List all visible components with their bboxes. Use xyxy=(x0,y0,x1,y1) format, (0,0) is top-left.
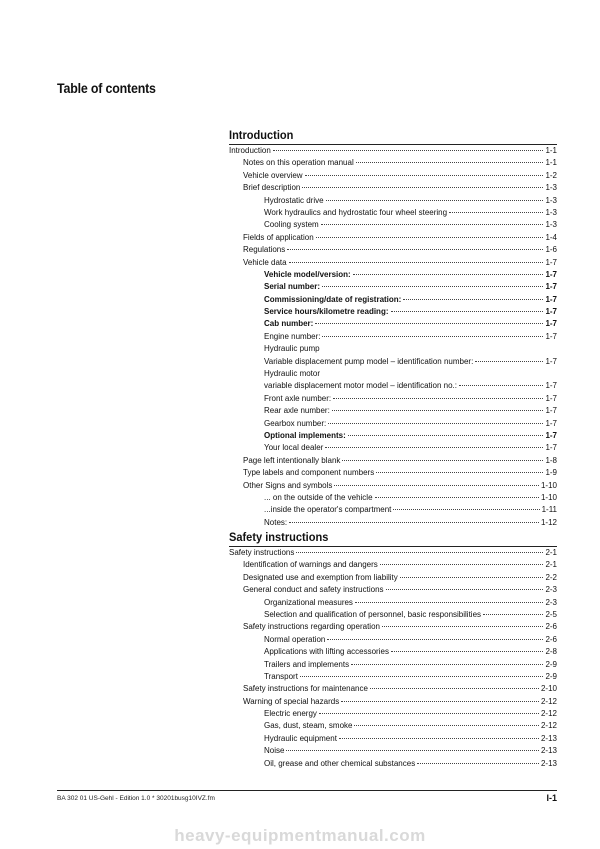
toc-entry-page: 1-1 xyxy=(545,158,557,168)
toc-entry-label: Cab number: xyxy=(264,319,314,329)
toc-dot-leader xyxy=(328,423,543,424)
toc-entry-page: 1-11 xyxy=(541,505,557,515)
toc-entry-page: 2-9 xyxy=(545,671,557,681)
toc-dot-leader xyxy=(403,299,543,300)
toc-dot-leader xyxy=(289,262,544,263)
toc-entry-label: Gearbox number: xyxy=(264,418,327,428)
toc-dot-leader xyxy=(351,664,543,665)
toc-dot-leader xyxy=(348,435,544,436)
toc-dot-leader xyxy=(305,175,544,176)
toc-entry[interactable] xyxy=(229,634,557,646)
toc-entry[interactable] xyxy=(229,646,557,658)
toc-entry[interactable] xyxy=(229,745,557,757)
toc-entry-page: 1-7 xyxy=(545,331,557,341)
toc-entry-page: 2-3 xyxy=(545,597,557,607)
toc-entry-label: Selection and qualification of personnel, basic responsibilities xyxy=(264,609,482,619)
toc-dot-leader xyxy=(376,472,543,473)
toc-dot-leader xyxy=(332,410,544,411)
watermark: heavy-equipmentmanual.com xyxy=(174,826,426,845)
toc-dot-leader xyxy=(322,286,543,287)
toc-entry[interactable] xyxy=(229,170,557,182)
toc-entry-label: Your local dealer xyxy=(264,443,324,453)
toc-entry-label: Normal operation xyxy=(264,634,326,644)
toc-entry[interactable] xyxy=(229,294,557,306)
toc-entry[interactable] xyxy=(229,182,557,194)
toc-entry-page: 1-10 xyxy=(540,492,557,502)
toc-dot-leader xyxy=(417,763,539,764)
toc-entry-page: 2-12 xyxy=(540,696,557,706)
toc-entry[interactable] xyxy=(229,430,557,442)
toc-entry[interactable] xyxy=(229,492,557,504)
toc-entry[interactable] xyxy=(229,455,557,467)
toc-dot-leader xyxy=(400,577,544,578)
toc-entry-label: Introduction xyxy=(229,146,271,155)
toc-entry[interactable] xyxy=(229,145,557,157)
toc-entry[interactable] xyxy=(229,343,557,355)
toc-entry-page: 1-10 xyxy=(540,480,557,490)
toc-entry[interactable] xyxy=(229,584,557,596)
toc-entry[interactable] xyxy=(229,467,557,479)
toc-entry-label: Hydraulic equipment xyxy=(264,733,337,743)
toc-dot-leader xyxy=(289,522,539,523)
toc-entry-page: 2-6 xyxy=(545,622,557,632)
toc-dot-leader xyxy=(393,509,539,510)
toc-entry-label: Type labels and component numbers xyxy=(243,468,375,478)
toc-dot-leader xyxy=(341,701,539,702)
section-heading-introduction: Introduction xyxy=(229,128,294,142)
toc-entry-label: Notes on this operation manual xyxy=(243,158,354,168)
toc-entry-label: Organizational measures xyxy=(264,597,353,607)
toc-entry-label: Warning of special hazards xyxy=(243,696,340,706)
toc-entry-page: 1-7 xyxy=(545,282,557,292)
toc-entry[interactable] xyxy=(229,758,557,770)
toc-dot-leader xyxy=(459,385,543,386)
toc-entry[interactable] xyxy=(229,244,557,256)
toc-dot-leader xyxy=(380,564,544,565)
toc-dot-leader xyxy=(316,237,544,238)
toc-dot-leader xyxy=(382,626,543,627)
toc-entry-page: 1-7 xyxy=(545,356,557,366)
toc-entry[interactable] xyxy=(229,356,557,368)
toc-entry-label: General conduct and safety instructions xyxy=(243,585,384,595)
toc-dot-leader xyxy=(353,274,544,275)
toc-dot-leader xyxy=(342,460,543,461)
toc-entry-page: 1-2 xyxy=(545,170,557,180)
toc-entry-label: Rear axle number: xyxy=(264,406,330,416)
toc-dot-leader xyxy=(321,224,544,225)
toc-entry-page: 1-7 xyxy=(545,393,557,403)
toc-entry[interactable] xyxy=(229,696,557,708)
toc-entry[interactable] xyxy=(229,720,557,732)
toc-entry-label: Service hours/kilometre reading: xyxy=(264,307,389,317)
toc-dot-leader xyxy=(302,187,543,188)
toc-dot-leader xyxy=(325,447,543,448)
section-heading-safety-instructions: Safety instructions xyxy=(229,530,329,544)
toc-entry-page: 2-13 xyxy=(540,733,557,743)
toc-entry[interactable] xyxy=(229,683,557,695)
toc-entry-page: 2-1 xyxy=(545,560,557,570)
toc-entry-label: Hydrostatic drive xyxy=(264,195,324,205)
toc-entry-page: 1-7 xyxy=(545,319,557,329)
toc-entry-label: ...inside the operator's compartment xyxy=(264,505,392,515)
toc-entry-page: 1-7 xyxy=(545,406,557,416)
toc-dot-leader xyxy=(483,614,543,615)
toc-entry[interactable] xyxy=(229,232,557,244)
toc-entry-page: 2-2 xyxy=(545,572,557,582)
toc-entry-page: 1-12 xyxy=(540,517,557,527)
toc-entry-page: 1-7 xyxy=(545,418,557,428)
toc-entry-page: 2-12 xyxy=(540,709,557,719)
toc-entry-label: Safety instructions xyxy=(229,548,295,557)
toc-entry[interactable] xyxy=(229,708,557,720)
toc-entry-page: 2-1 xyxy=(545,548,557,557)
toc-entry-label: Variable displacement pump model – identification number: xyxy=(264,356,474,366)
toc-dot-leader xyxy=(391,651,543,652)
toc-entry-label: Gas, dust, steam, smoke xyxy=(264,721,353,731)
toc-entry-page: 1-7 xyxy=(545,307,557,317)
toc-entry-label: Safety instructions for maintenance xyxy=(243,684,368,694)
toc-entry-page: 2-13 xyxy=(540,758,557,768)
toc-entry[interactable] xyxy=(229,659,557,671)
toc-entry-page: 2-13 xyxy=(540,746,557,756)
toc-entry-page: 2-3 xyxy=(545,585,557,595)
toc-entry[interactable] xyxy=(229,480,557,492)
toc-dot-leader xyxy=(287,249,543,250)
toc-dot-leader xyxy=(370,688,539,689)
toc-dot-leader xyxy=(354,725,539,726)
toc-entry-label: Other Signs and symbols xyxy=(243,480,333,490)
toc-entry-label: ... on the outside of the vehicle xyxy=(264,492,373,502)
toc-entry[interactable] xyxy=(229,368,557,380)
toc-entry[interactable] xyxy=(229,318,557,330)
toc-entry[interactable] xyxy=(229,733,557,745)
toc-entry-page: 1-6 xyxy=(545,245,557,255)
toc-entry-page: 1-7 xyxy=(545,430,557,440)
toc-entry-label: Transport xyxy=(264,671,298,681)
toc-dot-leader xyxy=(286,750,539,751)
toc-entry-label: Front axle number: xyxy=(264,393,332,403)
toc-dot-leader xyxy=(273,150,544,151)
toc-entry[interactable] xyxy=(229,195,557,207)
toc-entry-page: 1-1 xyxy=(545,146,557,155)
page-title: Table of contents xyxy=(57,81,156,96)
toc-entry[interactable] xyxy=(229,621,557,633)
toc-entry-page: 1-7 xyxy=(545,257,557,267)
toc-entry-page: 1-3 xyxy=(545,183,557,193)
toc-entry[interactable] xyxy=(229,609,557,621)
toc-dot-leader xyxy=(339,738,539,739)
toc-entry-label: Vehicle data xyxy=(243,257,287,267)
toc-entry-label: Hydraulic pump xyxy=(264,344,320,354)
toc-dot-leader xyxy=(386,589,544,590)
toc-dot-leader xyxy=(375,497,539,498)
toc-entry-label: Serial number: xyxy=(264,282,321,292)
toc-entry-label: Electric energy xyxy=(264,709,317,719)
toc-entry-label: Fields of application xyxy=(243,232,314,242)
toc-entry-label: Vehicle overview xyxy=(243,170,303,180)
toc-entry-label: Page left intentionally blank xyxy=(243,455,341,465)
toc-entry-page: 2-8 xyxy=(545,647,557,657)
toc-entry[interactable] xyxy=(229,331,557,343)
toc-entry-label: Safety instructions regarding operation xyxy=(243,622,380,632)
toc-list-introduction xyxy=(229,145,557,529)
toc-dot-leader xyxy=(356,162,544,163)
toc-entry[interactable] xyxy=(229,306,557,318)
toc-entry[interactable] xyxy=(229,207,557,219)
toc-entry-label: Applications with lifting accessories xyxy=(264,647,389,657)
toc-dot-leader xyxy=(449,212,543,213)
toc-entry-page: 1-7 xyxy=(545,381,557,391)
toc-entry[interactable] xyxy=(229,157,557,169)
toc-dot-leader xyxy=(296,552,543,553)
toc-entry-label: Cooling system xyxy=(264,220,319,230)
toc-entry-page: 1-8 xyxy=(545,455,557,465)
toc-dot-leader xyxy=(355,602,544,603)
toc-entry[interactable] xyxy=(229,380,557,392)
toc-entry-page: 1-9 xyxy=(545,468,557,478)
toc-entry[interactable] xyxy=(229,517,557,529)
footer-document-id: BA 302 01 US-Gehl - Edition 1.0 * 30201busg10IVZ.fm xyxy=(57,795,215,802)
toc-entry-page: 2-9 xyxy=(545,659,557,669)
toc-dot-leader xyxy=(475,361,543,362)
toc-dot-leader xyxy=(319,713,539,714)
toc-entry-label: Notes: xyxy=(264,517,288,527)
toc-entry[interactable] xyxy=(229,671,557,683)
toc-entry-label: Trailers and implements xyxy=(264,659,350,669)
toc-entry[interactable] xyxy=(229,597,557,609)
toc-dot-leader xyxy=(315,323,543,324)
toc-entry-page: 1-3 xyxy=(545,220,557,230)
toc-dot-leader xyxy=(391,311,544,312)
toc-dot-leader xyxy=(334,485,539,486)
toc-dot-leader xyxy=(333,398,543,399)
toc-entry-page: 1-7 xyxy=(545,269,557,279)
toc-entry-label: Brief description xyxy=(243,183,301,193)
toc-entry[interactable] xyxy=(229,547,557,559)
toc-entry-label: Engine number: xyxy=(264,331,321,341)
toc-entry-label: Work hydraulics and hydrostatic four wheel steering xyxy=(264,207,448,217)
toc-entry[interactable] xyxy=(229,269,557,281)
toc-entry-page: 1-4 xyxy=(545,232,557,242)
toc-entry[interactable] xyxy=(229,219,557,231)
toc-entry-label: Regulations xyxy=(243,245,286,255)
toc-entry-label: Oil, grease and other chemical substances xyxy=(264,758,416,768)
toc-entry-label: Optional implements: xyxy=(264,430,346,440)
toc-entry-label: Commissioning/date of registration: xyxy=(264,294,402,304)
toc-entry-page: 1-7 xyxy=(545,294,557,304)
toc-dot-leader xyxy=(322,336,543,337)
toc-entry[interactable] xyxy=(229,418,557,430)
toc-dot-leader xyxy=(326,200,544,201)
toc-entry-page: 1-7 xyxy=(545,443,557,453)
toc-entry-page: 1-3 xyxy=(545,207,557,217)
toc-entry[interactable] xyxy=(229,257,557,269)
toc-entry[interactable] xyxy=(229,572,557,584)
toc-entry[interactable] xyxy=(229,559,557,571)
toc-dot-leader xyxy=(327,639,543,640)
footer-divider xyxy=(57,790,557,791)
toc-entry-label: Hydraulic motor xyxy=(264,369,321,379)
toc-entry-label: Identification of warnings and dangers xyxy=(243,560,378,570)
toc-entry[interactable] xyxy=(229,281,557,293)
toc-entry-page: 1-3 xyxy=(545,195,557,205)
toc-entry-page: 2-5 xyxy=(545,609,557,619)
toc-entry[interactable] xyxy=(229,405,557,417)
toc-list-safety-instructions xyxy=(229,547,557,770)
toc-entry[interactable] xyxy=(229,393,557,405)
toc-entry-label: Noise xyxy=(264,746,285,756)
toc-entry-page: 2-10 xyxy=(540,684,557,694)
toc-entry-label: Vehicle model/version: xyxy=(264,269,351,279)
toc-dot-leader xyxy=(300,676,544,677)
toc-entry-page: 2-12 xyxy=(540,721,557,731)
footer-page-number: I-1 xyxy=(546,793,557,803)
toc-entry[interactable] xyxy=(229,504,557,516)
toc-entry[interactable] xyxy=(229,442,557,454)
toc-entry-page: 2-6 xyxy=(545,634,557,644)
toc-entry-label: variable displacement motor model – identification no.: xyxy=(264,381,457,391)
toc-entry-label: Designated use and exemption from liability xyxy=(243,572,398,582)
